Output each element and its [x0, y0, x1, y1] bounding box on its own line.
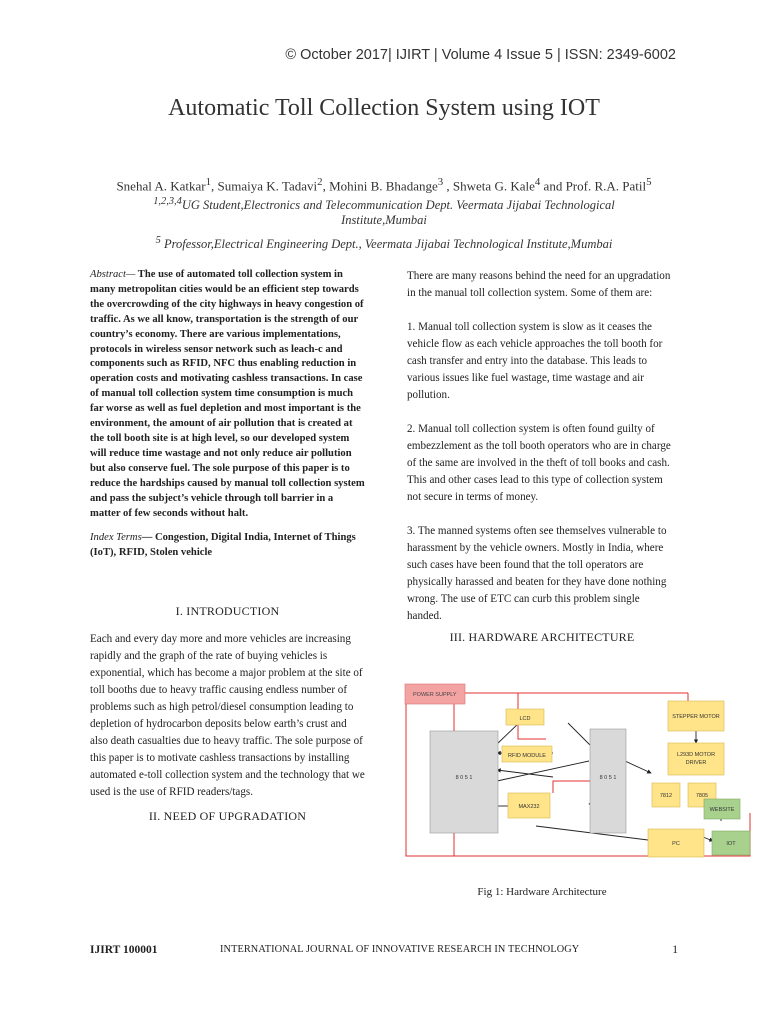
affiliation-1-cont: Institute,Mumbai [341, 213, 427, 227]
author-sup: 5 [646, 176, 652, 188]
introduction-text: Each and every day more and more vehicles are increasing rapidly and the graph of the rate of buying vehicles is exponential, which has become a major problem at the site of toll booths due to heavy traffic causing endless number of problems such as high petrol/diesel consumption leading to depletion of hydrocarbon deposits below earth’s crust and also death casualties due to heavy traffic. The sole purpose of this paper is to motivate cashless transactions by installing automated e-toll collection system and the technology that we used is the use of RFID readers/tags. [90, 633, 365, 799]
section-heading-introduction: I. INTRODUCTION [175, 604, 280, 619]
journal-header: © October 2017| IJIRT | Volume 4 Issue 5 | ISSN: 2349-6002 [285, 47, 676, 63]
section-heading-need: II. NEED OF UPGRADATION [148, 809, 307, 824]
iot-label: IOT [726, 841, 736, 847]
footer-journal: INTERNATIONAL JOURNAL OF INNOVATIVE RESEARCH IN TECHNOLOGY [220, 944, 580, 955]
motor-driver-label-2: DRIVER [685, 760, 707, 766]
mcu-left-label: 8 0 5 1 [455, 775, 473, 781]
affiliation-text: UG Student,Electronics and Telecommunication Dept. Veermata Jijabai Technological [181, 198, 615, 213]
mcu-right-label: 8 0 5 1 [599, 775, 617, 781]
affiliation-text: Professor,Electrical Engineering Dept., Veermata Jijabai Technological Institute,Mumbai [160, 237, 613, 252]
mcu-right-block [590, 729, 626, 833]
max232-label: MAX232 [518, 804, 540, 810]
stepper-motor-label: STEPPER MOTOR [672, 714, 720, 720]
website-label: WEBSITE [709, 807, 735, 813]
figure-caption: Fig 1: Hardware Architecture [477, 886, 607, 898]
paper-title: Automatic Toll Collection System using IOT [168, 95, 600, 121]
regulator-7812-label: 7812 [659, 793, 673, 799]
author-sup: 1 [205, 176, 212, 188]
power-supply-label: POWER SUPPLY [413, 692, 457, 698]
author-sup: 4 [534, 176, 541, 188]
need-point-3: 3. The manned systems often see themselves vulnerable to harassment by the vehicle owners. Mostly in India, where such cases have been found that the toll operators are physically harassed and beaten for they have done nothing wrong. The use of ETC can curb this problem single handed. [407, 525, 667, 622]
footer-code: IJIRT 100001 [90, 944, 158, 956]
hardware-architecture-diagram [398, 681, 758, 877]
lcd-label: LCD [519, 716, 531, 722]
page-number: 1 [672, 944, 678, 956]
affiliation-2 [0, 232, 768, 253]
author-sup: 3 [437, 176, 444, 188]
index-terms-text: — Congestion, Digital India, Internet of Things (IoT), RFID, Stolen vehicle [90, 532, 356, 559]
need-intro-text: There are many reasons behind the need for an upgradation in the manual toll collection system. Some of them are: [407, 270, 671, 299]
affiliation-sup: 5 [155, 235, 161, 246]
author-name: Snehal A. Katkar [116, 178, 206, 194]
right-column [407, 268, 677, 645]
index-terms [90, 531, 365, 561]
author-name: , Mohini B. Bhadange [322, 178, 438, 194]
author-name: , Shweta G. Kale [443, 178, 535, 194]
rfid-module-label: RFID MODULE [508, 753, 546, 759]
pc-label: PC [672, 841, 680, 847]
motor-driver-label-1: L293D MOTOR [676, 752, 716, 758]
left-column [90, 268, 365, 824]
abstract-text: The use of automated toll collection system in many metropolitan cities would be an efficient step towards the overcrowding of the city highways in heavy congestion of traffic. As we all know, transportation is the strength of our country’s economy. There are various implementations, protocols in wireless sensor network such as leach-c and components such as RFID, NFC thus enabling reduction in operation costs and motivating cashless transactions. In case of manual toll collection system time consumption is much far worse as well as fuel depletion and most important is the environment, the amount of air pollution that is created at the toll booth site is at high level, so our developed system will reduce time wastage and not only reduce air pollution but also conserve fuel. The sole purpose of this paper is to reduce the hardships caused by manual toll collection system and pass the subject’s vehicle through toll barrier in a matter of few seconds without halt. [90, 269, 365, 519]
motor-driver-block [668, 743, 724, 775]
affiliation-sup: 1,2,3,4 [153, 196, 182, 207]
need-point-1: 1. Manual toll collection system is slow as it ceases the vehicle flow as each vehicle approaches the toll booth for cash transfer and entry into the database. This leads to various issues like fuel wastage, time wastage and air pollution. [407, 321, 663, 401]
index-terms-label: Index Terms [90, 532, 142, 544]
abstract [90, 268, 365, 521]
regulator-7805-label: 7805 [695, 793, 709, 799]
abstract-label: Abstract— [90, 269, 136, 280]
mcu-left-block [430, 731, 498, 833]
section-heading-hardware: III. HARDWARE ARCHITECTURE [449, 630, 635, 644]
author-sup: 2 [317, 176, 323, 188]
author-list [0, 176, 768, 194]
author-name: and Prof. R.A. Patil [540, 178, 647, 194]
need-point-2: 2. Manual toll collection system is often found guilty of embezzlement as the toll booth operators who are in charge of the same are involved in the theft of toll books and cash. This and other cases lead to this type of collection system not secure in terms of money. [407, 423, 671, 503]
author-name: , Sumaiya K. Tadavi [211, 178, 318, 194]
